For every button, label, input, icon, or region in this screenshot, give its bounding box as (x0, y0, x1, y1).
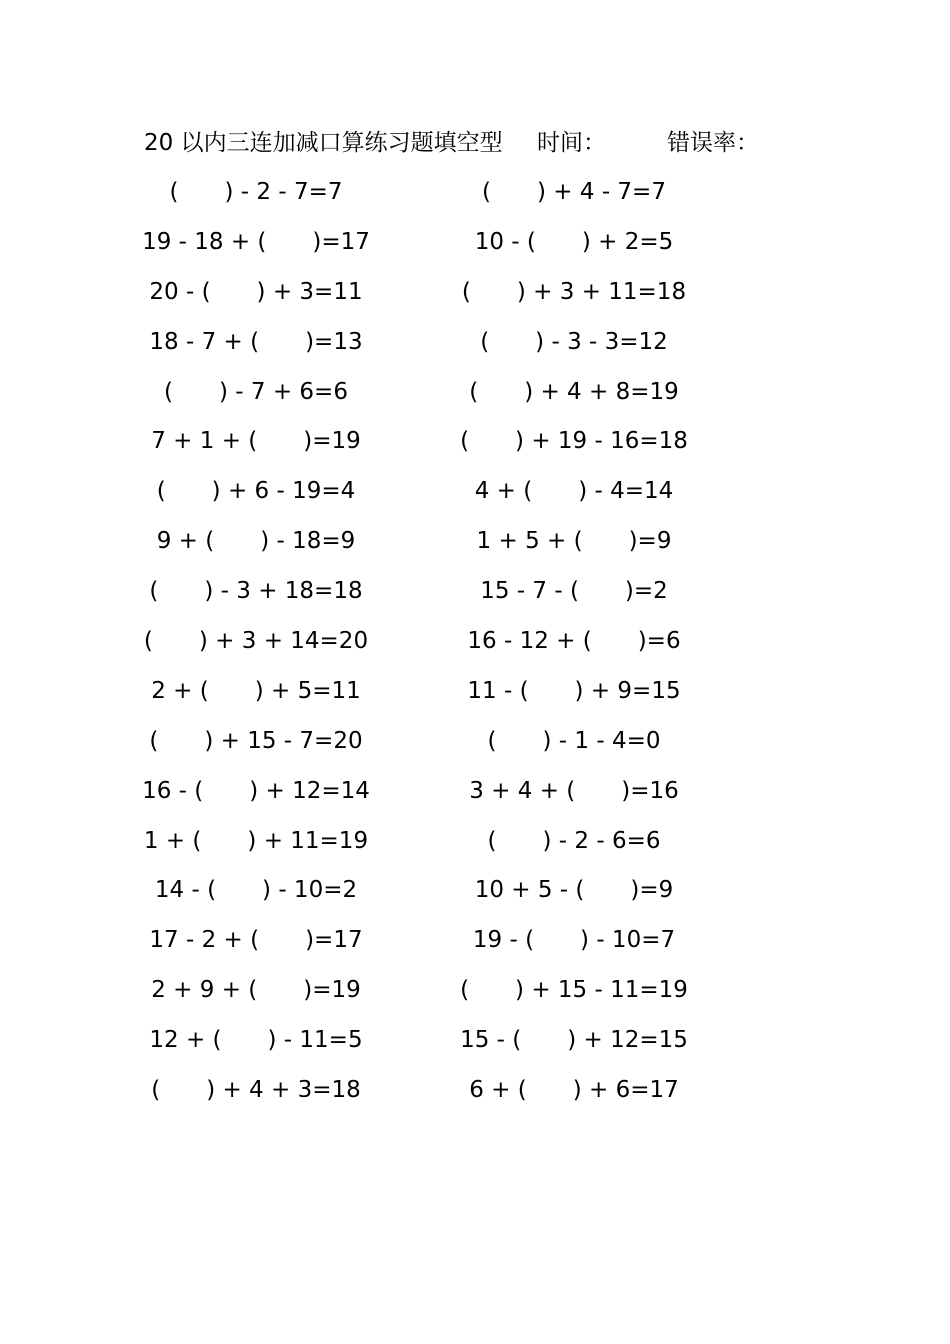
problem-right: ( ) + 4 - 7=7 (482, 179, 666, 205)
problem-list (0, 174, 950, 1122)
problem-right: 3 + 4 + ( )=16 (469, 777, 679, 804)
problem-left: 12 + ( ) - 11=5 (149, 1027, 363, 1054)
problem-row (0, 1072, 950, 1122)
problem-row (0, 224, 950, 274)
problem-right: 15 - 7 - ( )=2 (480, 578, 668, 605)
error-rate-label: 错误率： (667, 130, 759, 156)
problem-left: ( ) + 3 + 14=20 (143, 628, 369, 655)
problem-left: ( ) + 4 + 3=18 (151, 1077, 361, 1104)
problem-row (0, 324, 950, 374)
problem-left: 18 - 7 + ( )=13 (149, 328, 363, 355)
problem-right: ( ) + 4 + 8=19 (469, 378, 679, 405)
problem-row (0, 174, 950, 224)
problem-right: ( ) - 1 - 4=0 (487, 727, 661, 754)
problem-left: 2 + 9 + ( )=19 (151, 977, 361, 1004)
problem-row (0, 922, 950, 972)
problem-left: 19 - 18 + ( )=17 (142, 228, 370, 255)
problem-row (0, 573, 950, 623)
problem-left: ( ) + 6 - 19=4 (156, 478, 356, 505)
problem-left: 17 - 2 + ( )=17 (149, 927, 363, 954)
problem-row (0, 723, 950, 773)
problem-row (0, 972, 950, 1022)
problem-left: ( ) + 15 - 7=20 (149, 727, 363, 754)
problem-row (0, 423, 950, 473)
problem-left: 20 - ( ) + 3=11 (149, 278, 363, 305)
problem-left: 2 + ( ) + 5=11 (151, 677, 361, 704)
problem-left: 1 + ( ) + 11=19 (143, 827, 369, 854)
problem-left: 16 - ( ) + 12=14 (142, 777, 370, 804)
problem-row (0, 374, 950, 424)
problem-right: 1 + 5 + ( )=9 (476, 528, 672, 555)
worksheet-title: 20 以内三连加减口算练习题填空型 (144, 130, 503, 156)
problem-right: 16 - 12 + ( )=6 (467, 628, 681, 655)
problem-row (0, 623, 950, 673)
problem-row (0, 773, 950, 823)
problem-right: ( ) - 3 - 3=12 (480, 328, 668, 355)
problem-left: ( ) - 7 + 6=6 (164, 378, 348, 405)
problem-right: ( ) + 19 - 16=18 (460, 428, 688, 455)
problem-row (0, 823, 950, 873)
problem-right: ( ) + 3 + 11=18 (461, 278, 687, 305)
problem-row (0, 872, 950, 922)
problem-right: ( ) - 2 - 6=6 (487, 827, 661, 854)
problem-left: ( ) - 3 + 18=18 (149, 578, 363, 605)
problem-left: ( ) - 2 - 7=7 (169, 179, 343, 205)
problem-right: 4 + ( ) - 4=14 (474, 478, 674, 505)
time-label: 时间： (537, 130, 606, 156)
problem-row (0, 523, 950, 573)
problem-row (0, 673, 950, 723)
problem-right: 10 + 5 - ( )=9 (474, 877, 674, 904)
problem-row (0, 1022, 950, 1072)
worksheet-header (0, 128, 950, 158)
problem-right: 19 - ( ) - 10=7 (472, 927, 676, 954)
problem-left: 7 + 1 + ( )=19 (151, 428, 361, 455)
problem-right: 15 - ( ) + 12=15 (460, 1027, 688, 1054)
problem-right: 10 - ( ) + 2=5 (474, 228, 674, 255)
problem-right: 6 + ( ) + 6=17 (469, 1077, 679, 1104)
problem-row (0, 473, 950, 523)
problem-right: ( ) + 15 - 11=19 (460, 977, 688, 1004)
problem-left: 14 - ( ) - 10=2 (154, 877, 358, 904)
problem-right: 11 - ( ) + 9=15 (467, 677, 681, 704)
problem-row (0, 274, 950, 324)
problem-left: 9 + ( ) - 18=9 (156, 528, 356, 555)
